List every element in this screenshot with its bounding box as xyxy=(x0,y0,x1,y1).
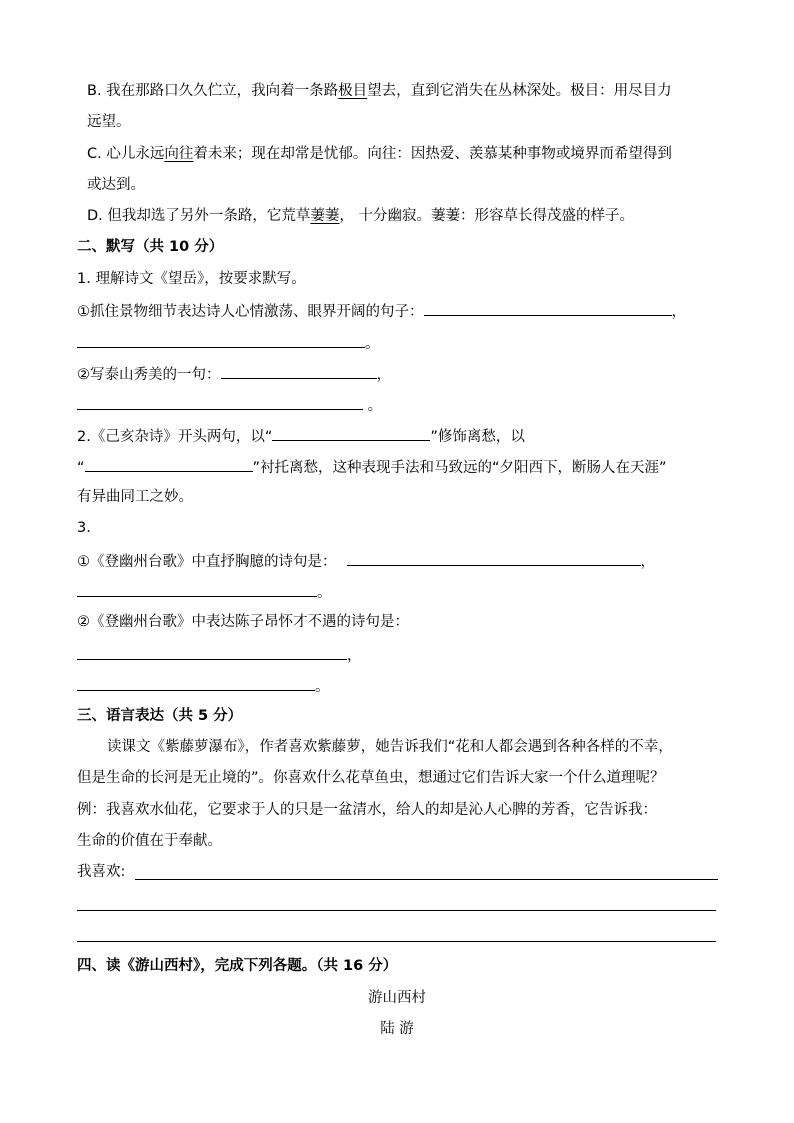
punctuation: 。 xyxy=(317,585,332,601)
question-3b: ②《登幽州台歌》中表达陈子昂怀才不遇的诗句是： xyxy=(77,614,409,630)
question-2-post: ”衬托离愁，这种表现手法和马致远的“夕阳西下，断肠人在天涯” xyxy=(252,460,667,476)
question-2 xyxy=(77,425,525,447)
question-1b-prompt: ②写泰山秀美的一句： xyxy=(77,367,221,383)
option-c-text: C. 心儿永远 xyxy=(87,146,165,162)
punctuation: ， xyxy=(640,554,655,570)
punctuation: ， xyxy=(347,648,362,664)
punctuation: 。 xyxy=(367,398,383,414)
answer-line-2[interactable] xyxy=(77,910,716,911)
answer-blank-1b-2[interactable] xyxy=(77,394,363,410)
question-1a-prompt: ①抓住景物细节表达诗人心情激荡、眼界开阔的句子： xyxy=(77,304,424,320)
question-3b-line3 xyxy=(77,675,330,697)
answer-blank-1a-1[interactable] xyxy=(424,300,672,316)
answer-label: 我喜欢: xyxy=(77,864,126,880)
question-2-line3: 有异曲同工之妙。 xyxy=(77,489,193,505)
answer-blank-3b-2[interactable] xyxy=(77,675,315,691)
option-d-word: 萋萋 xyxy=(310,208,340,224)
option-c-continued: 或达到。 xyxy=(87,177,145,193)
section-2-heading: 二、默写（共 10 分） xyxy=(77,239,224,255)
option-d-explanation: ， 十分幽寂。萋萋：形容草长得茂盛的样子。 xyxy=(339,208,634,224)
option-c-explanation: 着未来；现在却常是忧郁。向往：因热爱、羡慕某种事物或境界而希望得到 xyxy=(193,146,672,162)
answer-blank-1a-2[interactable] xyxy=(77,332,365,348)
option-d xyxy=(87,206,634,226)
punctuation: ， xyxy=(376,367,391,383)
question-3-number: 3. xyxy=(77,520,91,536)
question-1a xyxy=(77,300,686,322)
answer-line-3[interactable] xyxy=(77,941,716,942)
answer-blank-3a-2[interactable] xyxy=(77,581,317,597)
question-3a-prompt: ①《登幽州台歌》中直抒胸臆的诗句是： xyxy=(77,554,337,570)
option-c xyxy=(87,144,672,164)
poem-author: 陆 游 xyxy=(380,1021,414,1037)
punctuation: “ xyxy=(77,460,85,476)
answer-blank-1b-1[interactable] xyxy=(221,363,377,379)
option-b xyxy=(87,81,672,101)
answer-blank-2-2[interactable] xyxy=(85,456,253,472)
question-2-line2 xyxy=(77,456,667,478)
punctuation: ， xyxy=(671,304,686,320)
question-1a-line2 xyxy=(77,332,380,354)
question-1b-line2 xyxy=(77,394,382,416)
question-3a-line2 xyxy=(77,581,332,603)
section-3-paragraph-line2: 但是生命的长河是无止境的”。你喜欢什么花草鱼虫，想通过它们告诉大家一个什么道理呢？ xyxy=(77,770,665,786)
punctuation: 。 xyxy=(315,679,330,695)
answer-blank-2-1[interactable] xyxy=(272,425,430,441)
option-b-continued: 远望。 xyxy=(87,114,131,130)
punctuation: 。 xyxy=(365,336,380,352)
answer-line-1[interactable] xyxy=(135,879,718,880)
option-b-text: B. 我在那路口久久伫立，我向着一条路 xyxy=(87,83,339,99)
question-2-prompt: 2.《己亥杂诗》开头两句，以“ xyxy=(77,429,273,445)
question-3b-line2 xyxy=(77,644,362,666)
section-3-heading: 三、语言表达（共 5 分） xyxy=(77,708,243,724)
option-b-word: 极目 xyxy=(338,83,368,99)
option-d-text: D. 但我却选了另外一条路，它荒草 xyxy=(87,208,311,224)
question-2-mid: ”修饰离愁，以 xyxy=(430,429,525,445)
answer-blank-3a-1[interactable] xyxy=(347,550,641,566)
option-c-word: 向往 xyxy=(164,146,194,162)
option-b-explanation: 望去，直到它消失在丛林深处。极目：用尽目力 xyxy=(367,83,672,99)
answer-blank-3b-1[interactable] xyxy=(77,644,347,660)
question-1b xyxy=(77,363,391,385)
question-3a xyxy=(77,550,655,572)
poem-title: 游山西村 xyxy=(368,990,426,1006)
question-1-intro: 1. 理解诗文《望岳》，按要求默写。 xyxy=(77,271,306,287)
section-3-example-line2: 生命的价值在于奉献。 xyxy=(77,833,222,849)
section-3-paragraph-line1: 读课文《紫藤萝瀑布》，作者喜欢紫藤萝，她告诉我们“花和人都会遇到各种各样的不幸， xyxy=(107,739,673,755)
section-4-heading: 四、读《游山西村》，完成下列各题。（共 16 分） xyxy=(77,958,398,974)
section-3-example-line1: 例：我喜欢水仙花，它要求于人的只是一盆清水，给人的却是沁人心脾的芳香，它告诉我： xyxy=(77,802,657,818)
